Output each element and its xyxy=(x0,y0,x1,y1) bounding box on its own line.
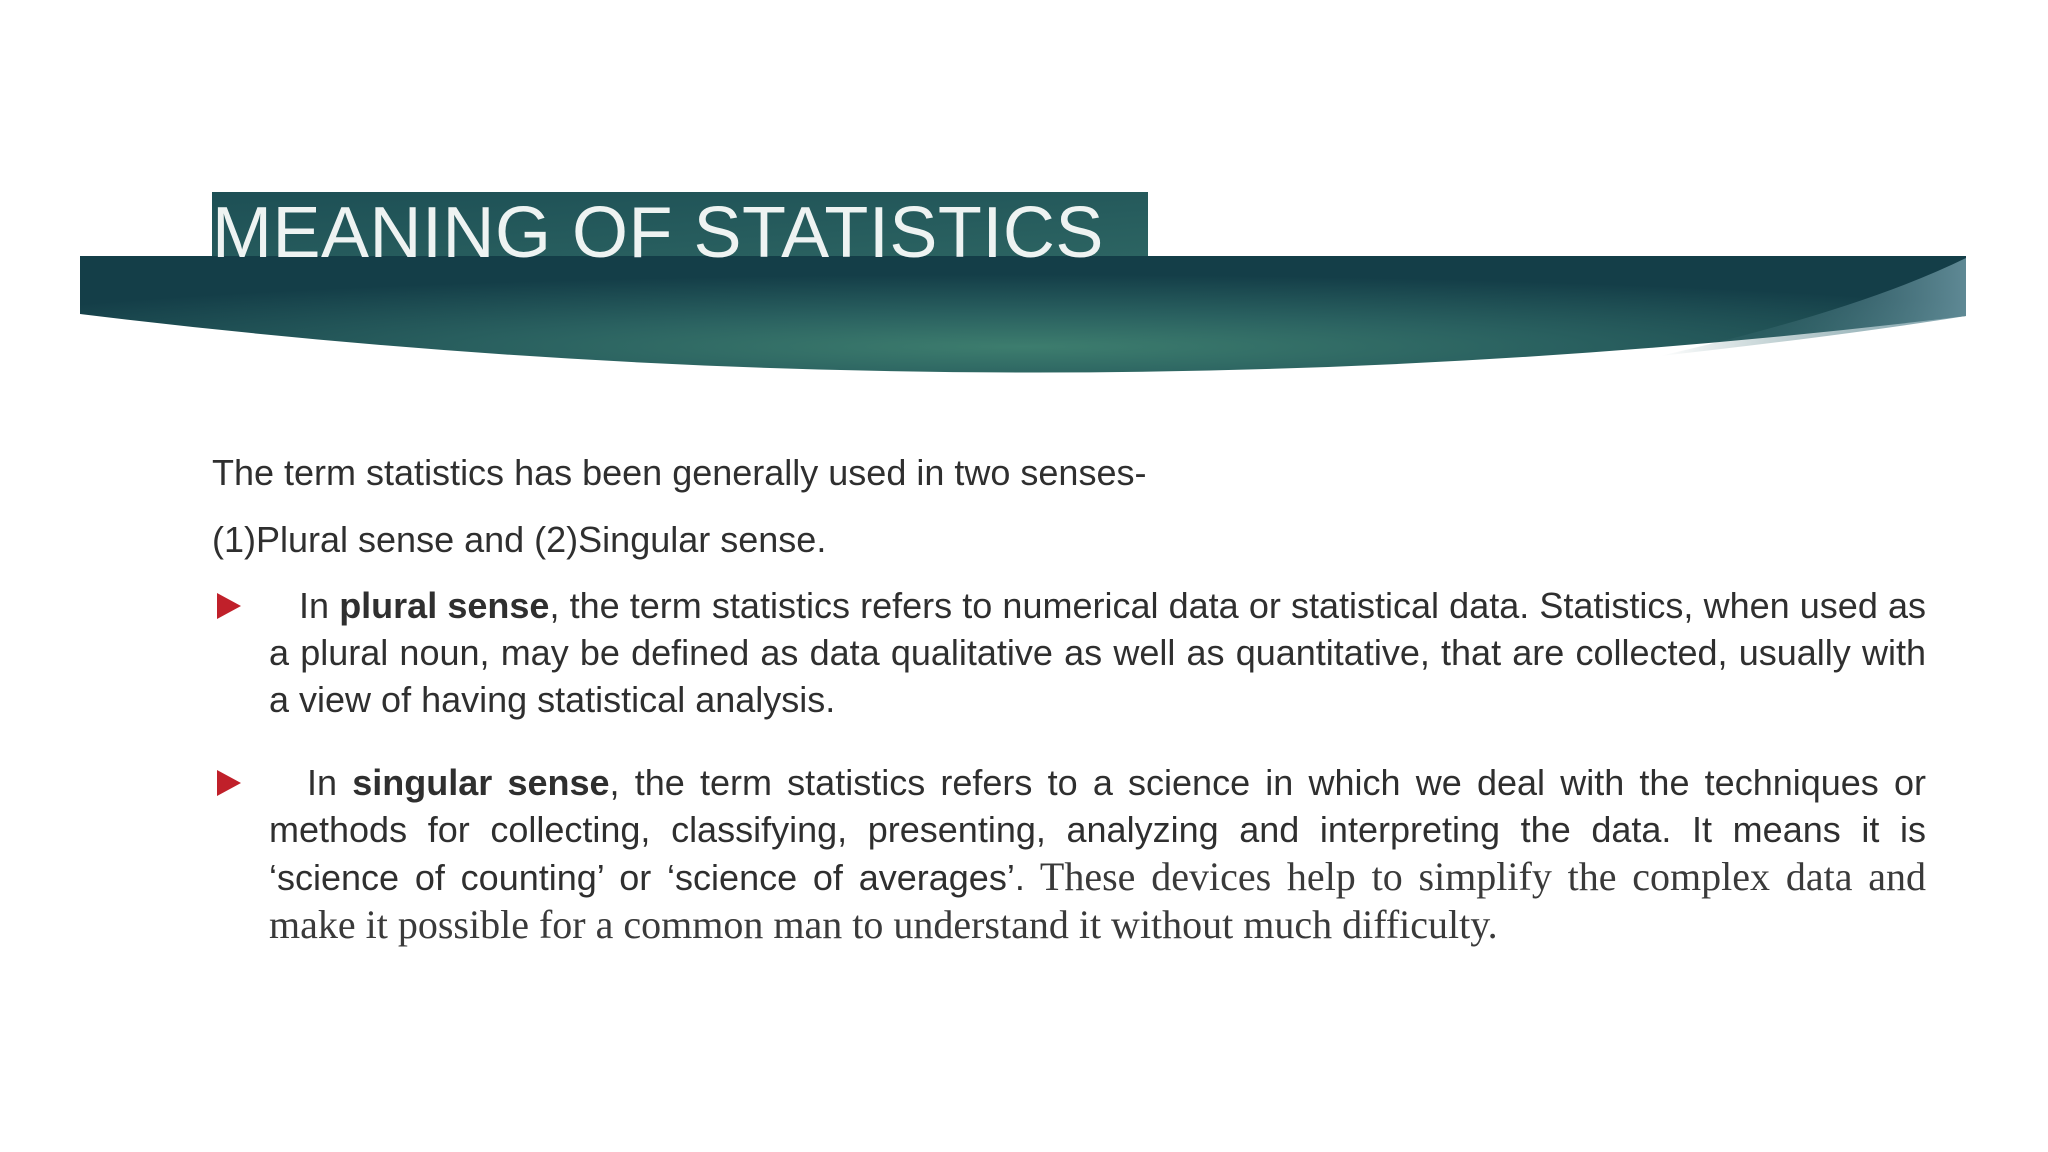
bullet-arrow-icon xyxy=(217,770,241,796)
bullet-plural-sense xyxy=(212,582,1926,723)
bullet-prefix: In xyxy=(307,762,338,803)
bullet-term: singular sense xyxy=(352,762,610,803)
slide-body xyxy=(212,448,1926,985)
bullet-text: , the term statistics refers to numerical data or statistical data. Statistics, when used as a plural noun, may be defined as data qualitative as well as quantitative, that are collected, usually with a view of having statistical analysis. xyxy=(269,585,1927,720)
bullet-serif-text: These devices help to simplify the complex data and make it possible for a common man to understand it without much difficulty. xyxy=(269,854,1926,947)
intro-line-1: The term statistics has been generally used in two senses- xyxy=(212,452,1147,493)
bullet-prefix: In xyxy=(299,585,330,626)
intro-line-2: (1)Plural sense and (2)Singular sense. xyxy=(212,519,827,560)
slide-title: MEANING OF STATISTICS xyxy=(212,193,1104,273)
bullet-text: , the term statistics refers to a science in which we deal with the techniques or methods for collecting, classifying, presenting, analyzing and interpreting the data. It means it is ‘science of counting’ or ‘science of averages’. xyxy=(269,762,1927,898)
bullet-arrow-icon xyxy=(217,593,241,619)
bullet-term: plural sense xyxy=(339,585,550,626)
bullet-singular-sense xyxy=(212,759,1926,949)
